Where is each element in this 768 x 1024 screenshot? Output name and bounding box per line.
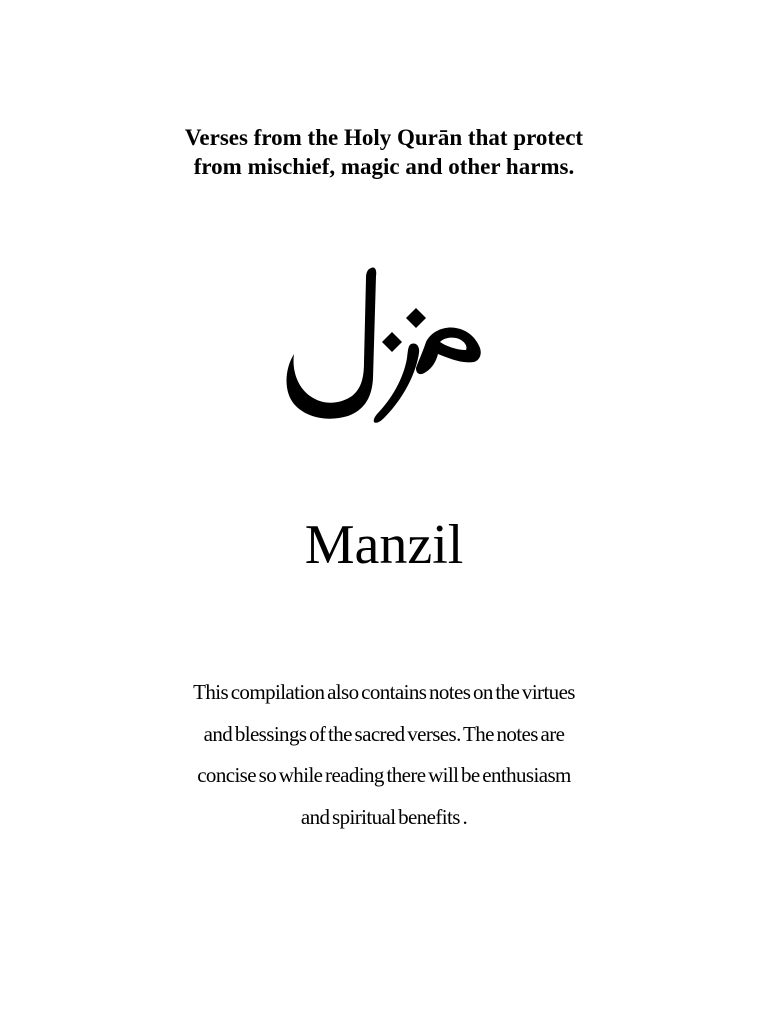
- page-title: Manzil: [304, 514, 464, 576]
- arabic-calligraphy-image: [276, 258, 496, 434]
- description-line-4: and spiritual benefits .: [300, 804, 468, 829]
- description-line-2: and blessings of the sacred verses. The notes are: [203, 721, 565, 746]
- subtitle-line-1: Verses from the Holy Qurān that protect: [184, 125, 584, 150]
- description-line-3: concise so while reading there will be enthusiasm: [197, 763, 571, 787]
- description: [0, 672, 768, 838]
- subtitle: [0, 123, 768, 181]
- subtitle-line-2: from mischief, magic and other harms.: [193, 154, 575, 179]
- description-line-1: This compilation also contains notes on the virtues: [193, 680, 575, 704]
